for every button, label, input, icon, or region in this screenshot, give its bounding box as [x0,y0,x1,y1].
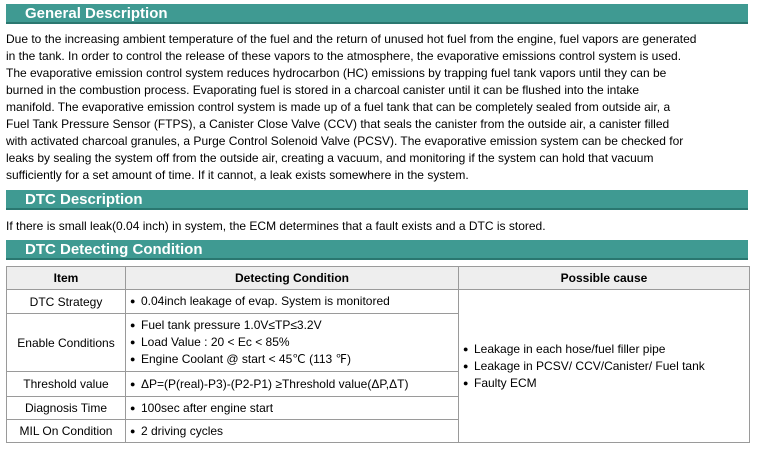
condition-entry [130,293,454,310]
row-item: Threshold value [7,372,126,397]
row-item: DTC Strategy [7,290,126,314]
condition-text: 2 driving cycles [141,423,224,438]
dtc-condition-header: DTC Detecting Condition [6,240,748,260]
row-item: Enable Conditions [7,314,126,372]
table-row [7,290,750,314]
bullet-icon: ● [130,320,136,330]
row-item: MIL On Condition [7,420,126,443]
row-condition [126,420,459,443]
bullet-icon: ● [130,296,136,306]
possible-cause-cell [459,290,750,443]
general-line: The evaporative emission control system reduces hydrocarbon (HC) emissions by trapping fuel tank vapors until they can be [6,66,667,80]
bullet-icon: ● [130,402,136,413]
table-header-row [7,267,750,290]
condition-entry [130,423,454,440]
condition-entry [130,334,454,351]
general-line: Fuel Tank Pressure Sensor (FTPS), a Canister Close Valve (CCV) that seals the canister from the outside air, a canister filled [6,117,670,131]
bullet-icon: ● [130,425,136,436]
general-line: in the tank. In order to control the release of these vapors to the atmosphere, the evaporative emissions control system is used. [6,49,682,63]
cause-entry [463,375,745,392]
condition-text: Fuel tank pressure 1.0V≤TP≤3.2V [141,318,322,332]
general-line: sufficiently for a set amount of time. If it cannot, a leak exists somewhere in the system. [6,168,469,182]
dtc-condition-table [6,266,750,443]
condition-entry [130,351,454,368]
general-line: with activated charcoal granules, a Purge Control Solenoid Valve (PCSV). The evaporative emission system can be checked for [6,134,684,148]
row-condition [126,314,459,372]
general-description-text [6,31,754,184]
bullet-icon: ● [130,378,136,389]
bullet-icon: ● [130,354,136,364]
item-column-header: Item [7,267,126,290]
bullet-icon: ● [130,337,136,347]
row-condition [126,372,459,397]
cause-entry [463,358,745,375]
row-condition [126,290,459,314]
general-description-header: General Description [6,4,748,24]
condition-entry [130,400,454,417]
condition-text: Engine Coolant @ start < 45℃ (113 ℉) [141,352,351,366]
general-line: manifold. The evaporative emission control system is made up of a fuel tank that can be completely sealed from outside air, a [6,100,671,114]
condition-entry [130,376,454,393]
condition-text: 100sec after engine start [141,400,274,415]
dtc-description-header: DTC Description [6,190,748,210]
row-condition [126,397,459,420]
general-line: leaks by sealing the system off from the outside air, creating a vacuum, and monitoring if the system can hold that vacuum [6,151,654,165]
condition-text: ΔP=(P(real)-P3)-(P2-P1) ≥Threshold value(ΔP,ΔT) [141,376,409,391]
bullet-icon: ● [463,360,469,371]
condition-text: 0.04inch leakage of evap. System is monitored [141,294,390,308]
condition-column-header: Detecting Condition [126,267,459,290]
bullet-icon: ● [463,377,469,388]
general-line: Due to the increasing ambient temperature of the fuel and the return of unused hot fuel from the engine, fuel vapors are generated [6,32,697,46]
cause-text: Leakage in PCSV/ CCV/Canister/ Fuel tank [474,358,705,373]
condition-text: Load Value : 20 < Ec < 85% [141,335,290,349]
cause-column-header: Possible cause [459,267,750,290]
cause-text: Faulty ECM [474,375,537,390]
bullet-icon: ● [463,343,469,354]
cause-entry [463,341,745,358]
row-item: Diagnosis Time [7,397,126,420]
cause-text: Leakage in each hose/fuel filler pipe [474,341,666,356]
general-line: burned in the combustion process. Evaporating fuel is stored in a charcoal canister until it can be flushed into the intake [6,83,640,97]
dtc-description-text: If there is small leak(0.04 inch) in system, the ECM determines that a fault exists and a DTC is stored. [6,219,546,233]
condition-entry [130,317,454,334]
